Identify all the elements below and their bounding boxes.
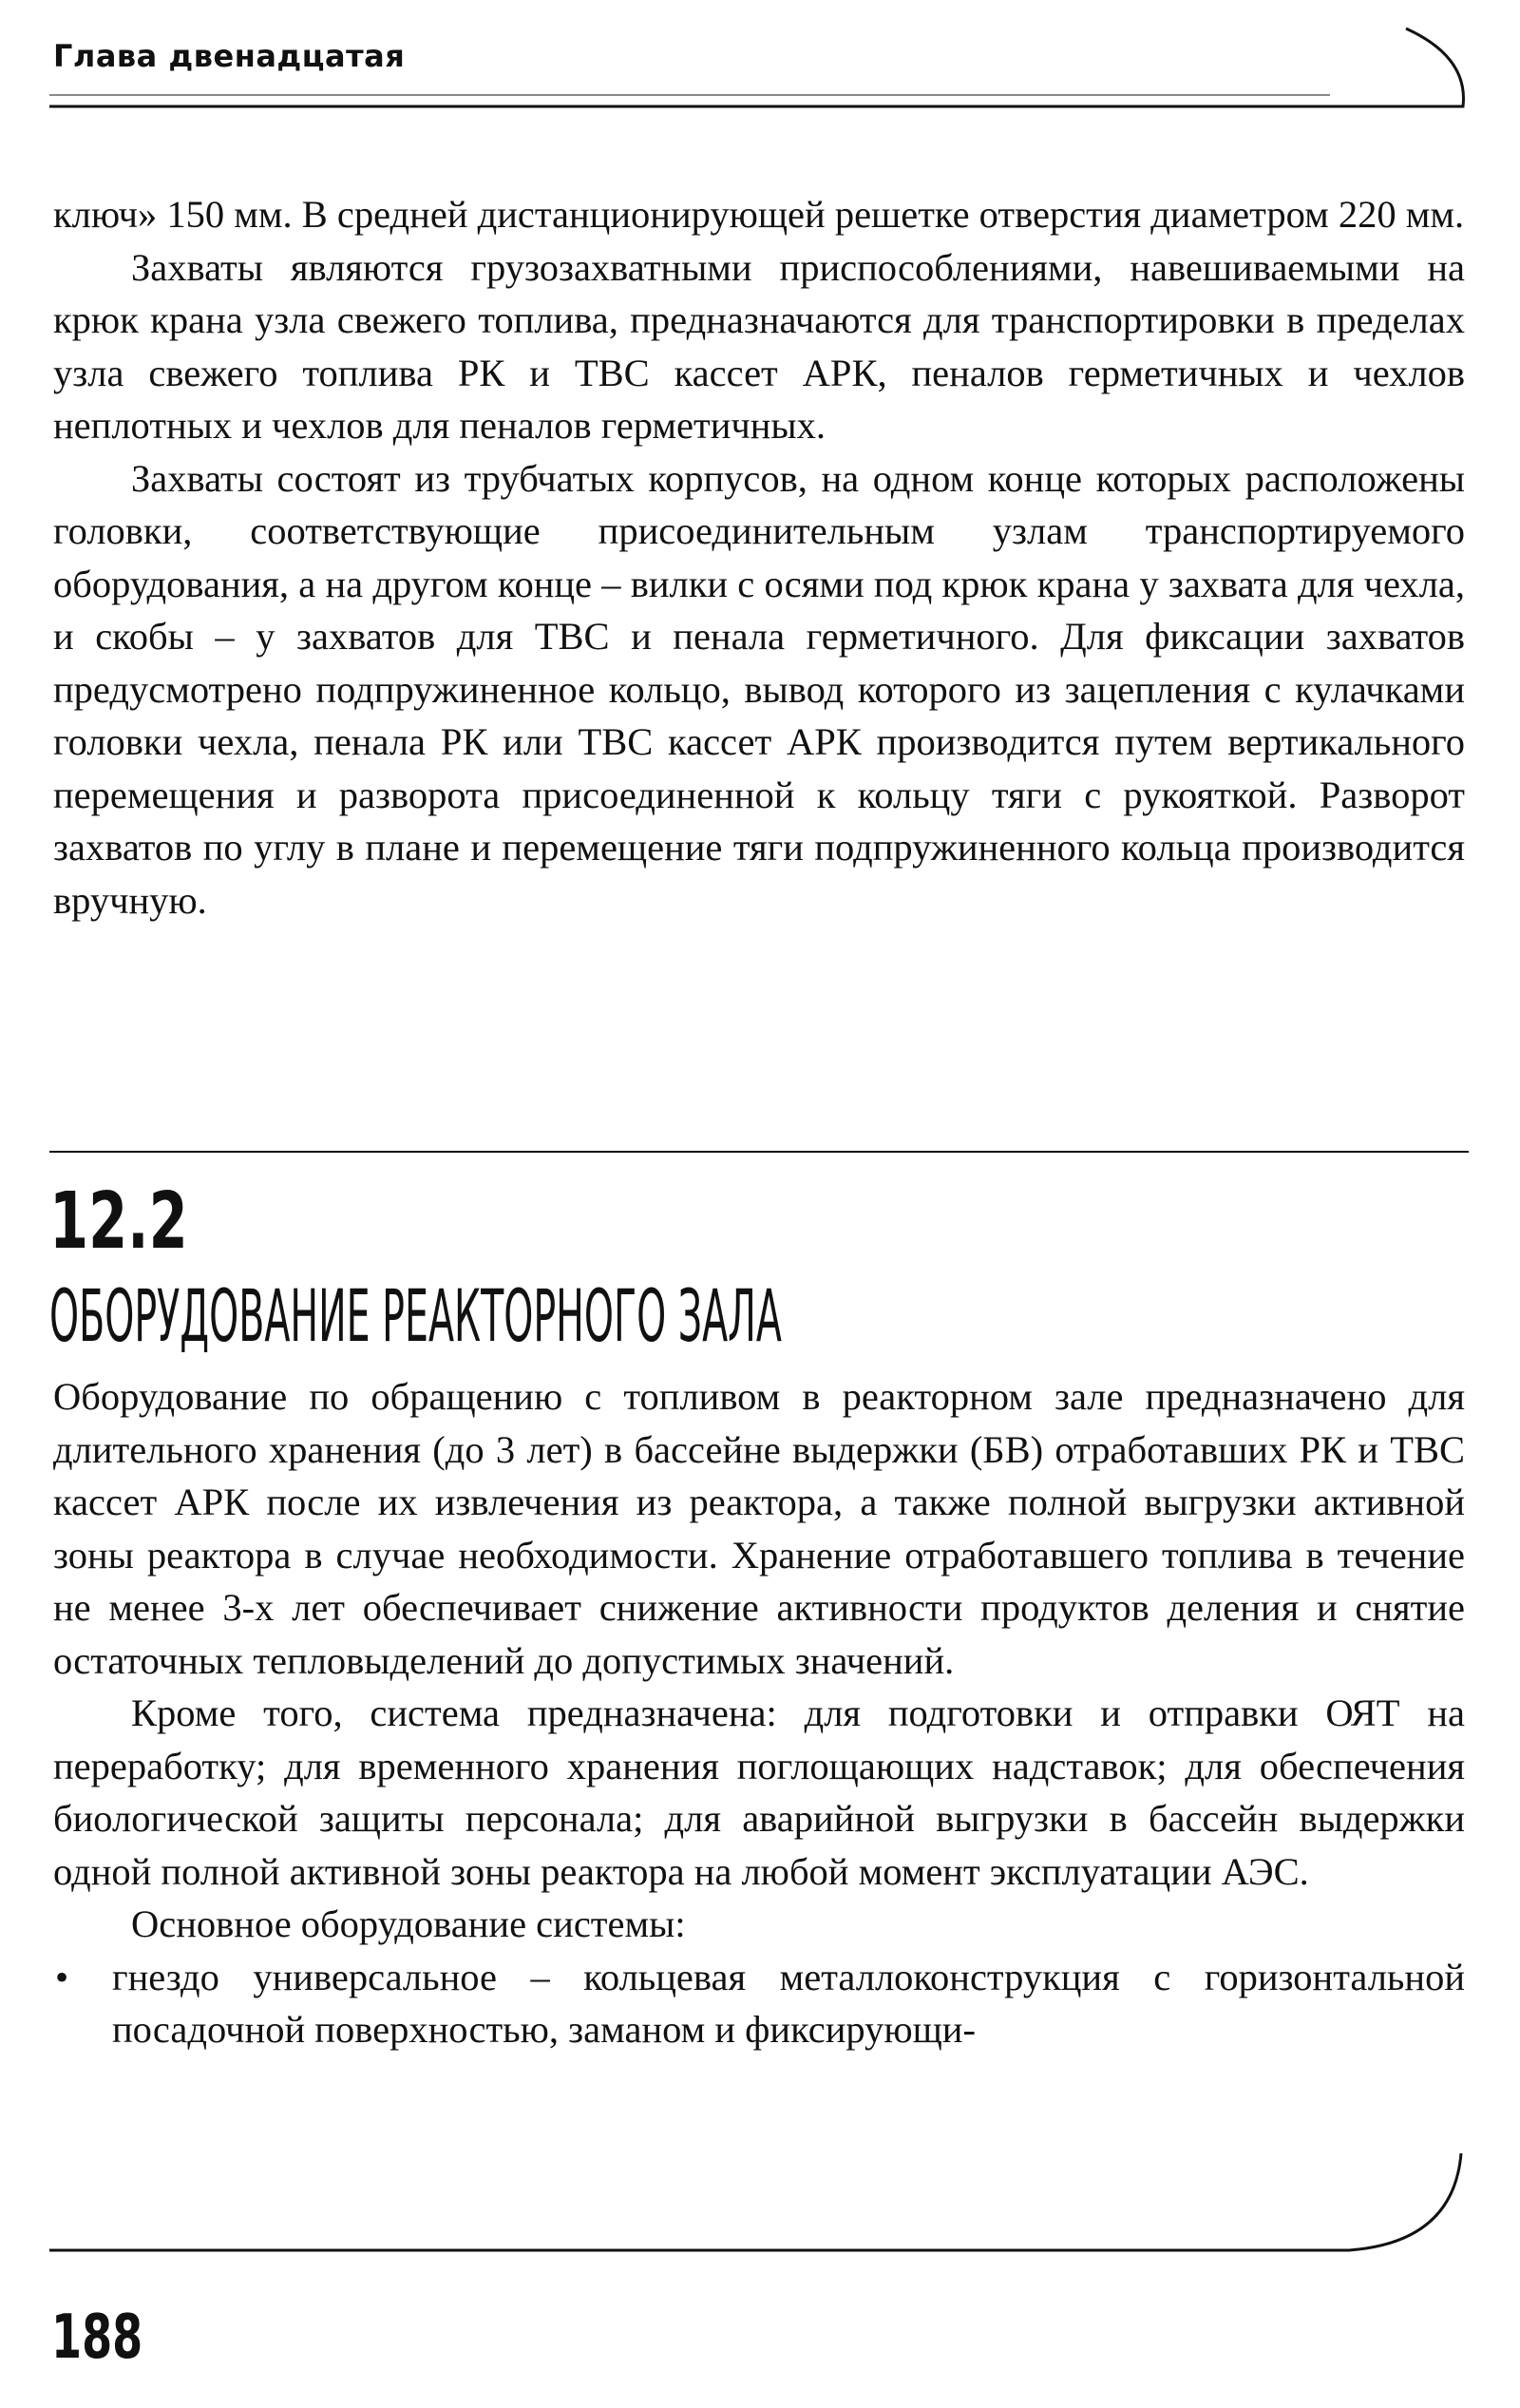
section-number: 12.2 xyxy=(49,1176,188,1267)
footer-rule-with-curl xyxy=(49,2153,1461,2250)
paragraph-continuation: ключ» 150 мм. В средней дистанционирующей решетке отверстия диаметром 220 мм. xyxy=(53,193,1465,236)
paragraph-grabs-design: Захваты состоят из трубчатых корпусов, на одном конце которых расположены головки, соответствующие присоединительным узлам транспортируемого оборудования, а на другом конце – вилки с осями под крюк крана у захвата для чехла, и скобы – у захватов для ТВС и пенала герметичного. Для фиксации захватов предусмотрено подпружиненное кольцо, вывод которого из зацепления с кулачками головки чехла, пенала РК или ТВС кассет АРК производится путем вертикального перемещения и разворота присоединенной к кольцу тяги с рукояткой. Разворот захватов по углу в плане и перемещение тяги подпружиненного кольца производится вручную. xyxy=(53,456,1465,922)
body-text-bottom xyxy=(53,1370,1465,2056)
page-number: 188 xyxy=(51,2303,143,2373)
paragraph-main-equipment-intro: Основное оборудование системы: xyxy=(131,1902,686,1945)
bullet-icon: • xyxy=(55,1955,69,1998)
list-item xyxy=(53,1951,1465,2056)
section-title: ОБОРУДОВАНИЕ РЕАКТОРНОГО ЗАЛА xyxy=(49,1273,782,1358)
paragraph-system-functions: Кроме того, система предназначена: для подготовки и отправки ОЯТ на переработку; для временного хранения поглощающих надставок; для обеспечения биологической защиты персонала; для аварийной выгрузки в бассейн выдержки одной полной активной зоны реактора на любой момент эксплуатации АЭС. xyxy=(53,1691,1465,1893)
paragraph-hall-equipment-purpose: Оборудование по обращению с топливом в реакторном зале предназначено для длительного хранения (до 3 лет) в бассейне выдержки (БВ) отработавших РК и ТВС кассет АРК после их извлечения из реактора, а также полной выгрузки активной зоны реактора в случае необходимости. Хранение отработавшего топлива в течение не менее 3-х лет обеспечивает снижение активности продуктов деления и снятие остаточных тепловыделений до допустимых значений. xyxy=(53,1375,1465,1682)
chapter-running-title: Глава двенадцатая xyxy=(53,38,406,74)
body-text-top xyxy=(53,188,1465,927)
paragraph-grabs-purpose: Захваты являются грузозахватными приспособлениями, навешиваемыми на крюк крана узла свежего топлива, предназначаются для транспортировки в пределах узла свежего топлива РК и ТВС кассет АРК, пеналов герметичных и чехлов неплотных и чехлов для пеналов герметичных. xyxy=(53,245,1465,447)
list-item-text: гнездо универсальное – кольцевая металлоконструкция с горизонтальной посадочной поверхностью, заманом и фиксирующи- xyxy=(112,1955,1465,2051)
equipment-list xyxy=(53,1951,1465,2056)
